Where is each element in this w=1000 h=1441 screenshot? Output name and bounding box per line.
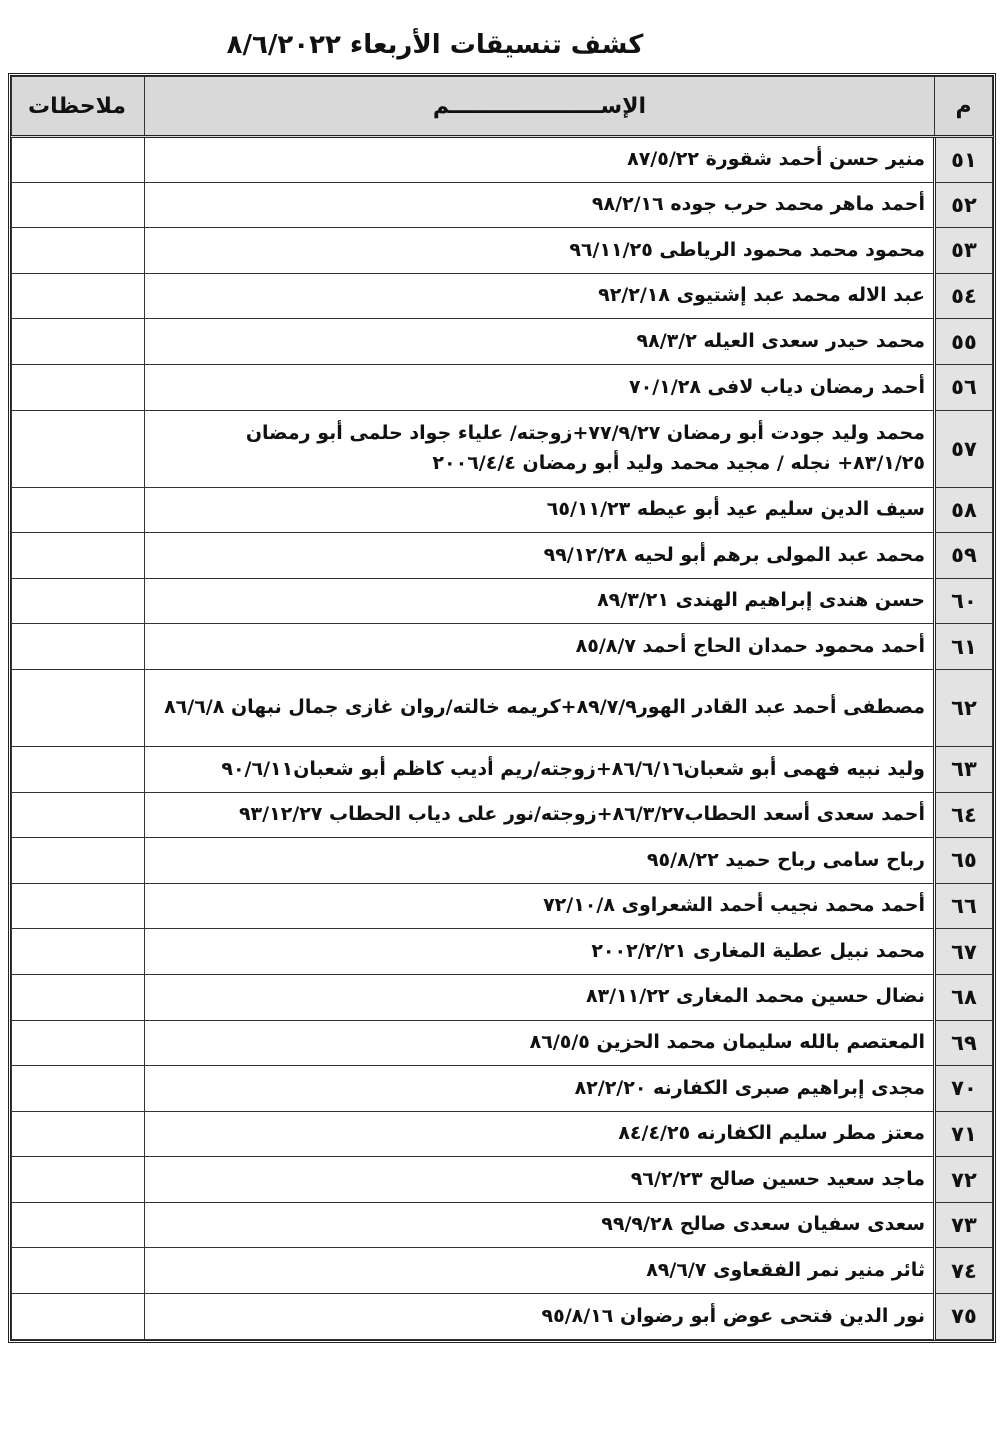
row-notes <box>12 669 145 746</box>
row-name: أحمد سعدى أسعد الحطاب٨٦/٣/٢٧+زوجته/نور على دياب الحطاب ٩٣/١٢/٢٧ <box>145 792 935 838</box>
row-name: محمد نبيل عطية المغارى ٢٠٠٢/٢/٢١ <box>145 929 935 975</box>
row-number: ٥١ <box>935 137 993 183</box>
row-number: ٦٧ <box>935 929 993 975</box>
row-name: سعدى سفيان سعدى صالح ٩٩/٩/٢٨ <box>145 1202 935 1248</box>
row-name: أحمد محمود حمدان الحاج أحمد ٨٥/٨/٧ <box>145 624 935 670</box>
table-row <box>12 1111 993 1157</box>
row-number: ٥٩ <box>935 533 993 579</box>
row-name: أحمد رمضان دياب لافى ٧٠/١/٢٨ <box>145 364 935 410</box>
names-table <box>11 76 993 1340</box>
row-number: ٥٤ <box>935 273 993 319</box>
row-name: مصطفى أحمد عبد القادر الهور٨٩/٧/٩+كريمه خالته/روان غازى جمال نبهان ٨٦/٦/٨ <box>145 669 935 746</box>
row-name: وليد نبيه فهمى أبو شعبان٨٦/٦/١٦+زوجته/ريم أديب كاظم أبو شعبان٩٠/٦/١١ <box>145 746 935 792</box>
names-sheet <box>8 73 996 1343</box>
row-number: ٥٢ <box>935 182 993 228</box>
row-name: محمد حيدر سعدى العيله ٩٨/٣/٢ <box>145 319 935 365</box>
table-row <box>12 1202 993 1248</box>
row-notes <box>12 273 145 319</box>
row-name: رباح سامى رباح حميد ٩٥/٨/٢٢ <box>145 838 935 884</box>
row-number: ٧٥ <box>935 1294 993 1340</box>
row-notes <box>12 838 145 884</box>
row-notes <box>12 1157 145 1203</box>
row-name: نور الدين فتحى عوض أبو رضوان ٩٥/٨/١٦ <box>145 1294 935 1340</box>
row-notes <box>12 410 145 487</box>
table-row <box>12 624 993 670</box>
table-row <box>12 1020 993 1066</box>
row-notes <box>12 1248 145 1294</box>
row-name: محمود محمد محمود الرياطى ٩٦/١١/٢٥ <box>145 228 935 274</box>
table-row <box>12 228 993 274</box>
table-row <box>12 1066 993 1112</box>
row-name: المعتصم بالله سليمان محمد الحزين ٨٦/٥/٥ <box>145 1020 935 1066</box>
row-number: ٦٦ <box>935 883 993 929</box>
row-name: معتز مطر سليم الكفارنه ٨٤/٤/٢٥ <box>145 1111 935 1157</box>
table-row <box>12 319 993 365</box>
row-number: ٧٠ <box>935 1066 993 1112</box>
table-row <box>12 1248 993 1294</box>
row-number: ٦٥ <box>935 838 993 884</box>
table-row <box>12 273 993 319</box>
table-row <box>12 929 993 975</box>
header-number: م <box>935 77 993 137</box>
table-row <box>12 1157 993 1203</box>
row-name: سيف الدين سليم عيد أبو عيطه ٦٥/١١/٢٣ <box>145 487 935 533</box>
table-row <box>12 974 993 1020</box>
row-name: ماجد سعيد حسين صالح ٩٦/٢/٢٣ <box>145 1157 935 1203</box>
row-number: ٧٣ <box>935 1202 993 1248</box>
row-number: ٥٨ <box>935 487 993 533</box>
row-notes <box>12 1020 145 1066</box>
row-number: ٦٩ <box>935 1020 993 1066</box>
table-row <box>12 578 993 624</box>
row-notes <box>12 533 145 579</box>
row-number: ٧١ <box>935 1111 993 1157</box>
row-name: محمد وليد جودت أبو رمضان ٧٧/٩/٢٧+زوجته/ علياء جواد حلمى أبو رمضان ٨٣/١/٢٥+ نجله / مجيد محمد وليد أبو رمضان ٢٠٠٦/٤/٤ <box>145 410 935 487</box>
row-number: ٦٣ <box>935 746 993 792</box>
table-row <box>12 838 993 884</box>
row-name: ثائر منير نمر الفقعاوى ٨٩/٦/٧ <box>145 1248 935 1294</box>
table-row <box>12 883 993 929</box>
header-name: الإســــــــــــــــــــم <box>145 77 935 137</box>
row-number: ٥٦ <box>935 364 993 410</box>
row-number: ٦١ <box>935 624 993 670</box>
row-number: ٧٤ <box>935 1248 993 1294</box>
row-number: ٧٢ <box>935 1157 993 1203</box>
row-notes <box>12 624 145 670</box>
row-name: حسن هندى إبراهيم الهندى ٨٩/٣/٢١ <box>145 578 935 624</box>
row-notes <box>12 792 145 838</box>
row-notes <box>12 746 145 792</box>
row-number: ٦٢ <box>935 669 993 746</box>
row-name: أحمد ماهر محمد حرب جوده ٩٨/٢/١٦ <box>145 182 935 228</box>
row-name: محمد عبد المولى برهم أبو لحيه ٩٩/١٢/٢٨ <box>145 533 935 579</box>
row-number: ٥٧ <box>935 410 993 487</box>
table-row <box>12 487 993 533</box>
page-title: كشف تنسيقات الأربعاء ٨/٦/٢٠٢٢ <box>226 30 644 60</box>
row-name: مجدى إبراهيم صبرى الكفارنه ٨٢/٢/٢٠ <box>145 1066 935 1112</box>
row-name: عبد الاله محمد عبد إشتيوى ٩٢/٢/١٨ <box>145 273 935 319</box>
table-row <box>12 364 993 410</box>
row-notes <box>12 182 145 228</box>
row-notes <box>12 929 145 975</box>
table-row <box>12 182 993 228</box>
table-row <box>12 137 993 183</box>
row-notes <box>12 1202 145 1248</box>
table-row <box>12 792 993 838</box>
row-number: ٥٥ <box>935 319 993 365</box>
row-name: أحمد محمد نجيب أحمد الشعراوى ٧٢/١٠/٨ <box>145 883 935 929</box>
table-row <box>12 1294 993 1340</box>
row-notes <box>12 228 145 274</box>
row-notes <box>12 364 145 410</box>
row-notes <box>12 1111 145 1157</box>
row-number: ٦٨ <box>935 974 993 1020</box>
table-row <box>12 669 993 746</box>
row-notes <box>12 883 145 929</box>
row-name: منير حسن أحمد شقورة ٨٧/٥/٢٢ <box>145 137 935 183</box>
row-name: نضال حسين محمد المغارى ٨٣/١١/٢٢ <box>145 974 935 1020</box>
row-notes <box>12 137 145 183</box>
row-number: ٦٠ <box>935 578 993 624</box>
header-notes: ملاحظات <box>12 77 145 137</box>
row-notes <box>12 487 145 533</box>
row-number: ٦٤ <box>935 792 993 838</box>
row-notes <box>12 974 145 1020</box>
table-row <box>12 533 993 579</box>
row-number: ٥٣ <box>935 228 993 274</box>
table-row <box>12 746 993 792</box>
table-body <box>12 137 993 1340</box>
row-notes <box>12 319 145 365</box>
row-notes <box>12 578 145 624</box>
table-row <box>12 410 993 487</box>
row-notes <box>12 1066 145 1112</box>
row-notes <box>12 1294 145 1340</box>
table-header-row <box>12 77 993 137</box>
